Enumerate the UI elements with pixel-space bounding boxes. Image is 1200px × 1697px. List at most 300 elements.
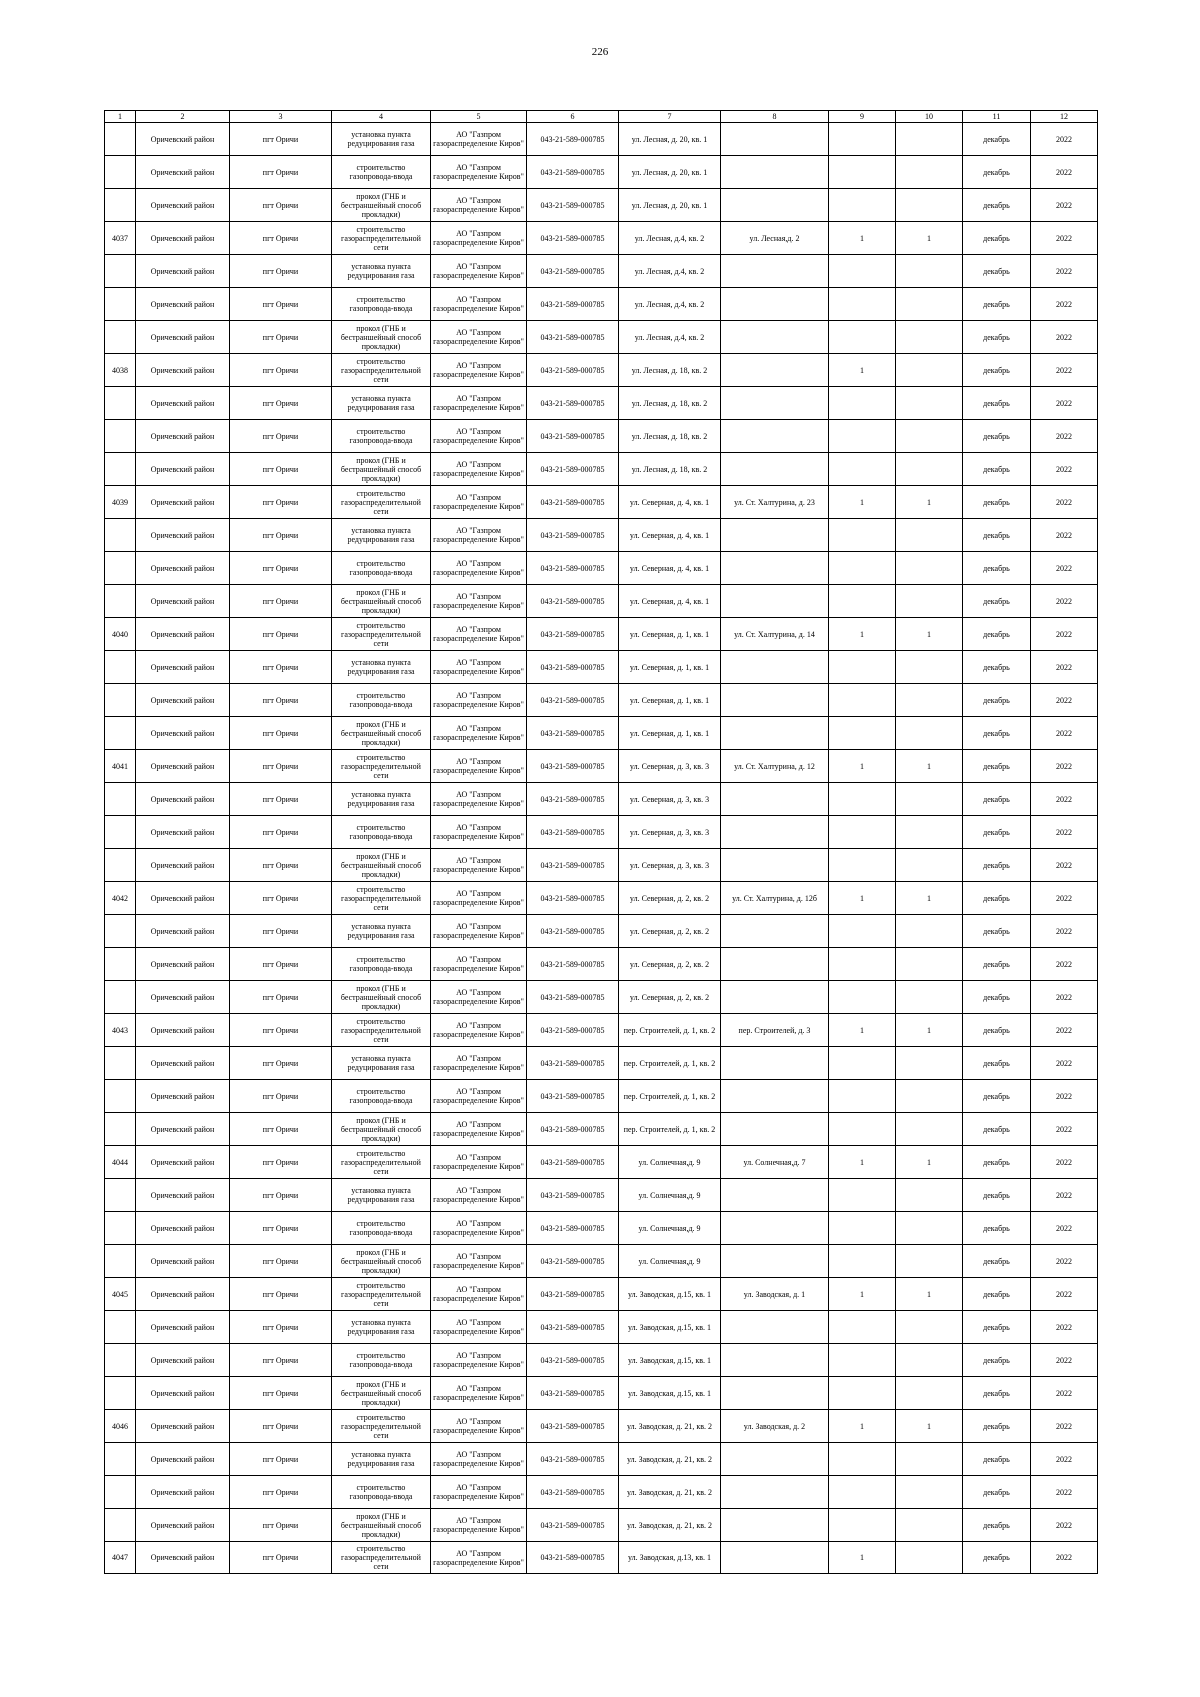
cell-address-secondary: ул. Ст. Халтурина, д. 12 (721, 750, 829, 783)
cell-year: 2022 (1031, 1047, 1098, 1080)
cell-organization: АО "Газпром газораспределение Киров" (431, 321, 527, 354)
cell-address-secondary (721, 783, 829, 816)
cell-settlement: пгт Оричи (230, 486, 332, 519)
cell-organization: АО "Газпром газораспределение Киров" (431, 717, 527, 750)
cell-address: ул. Северная, д. 2, кв. 2 (619, 981, 721, 1014)
cell-code: 043-21-589-000785 (527, 1344, 619, 1377)
cell-col10 (896, 1113, 963, 1146)
cell-code: 043-21-589-000785 (527, 1509, 619, 1542)
cell-settlement: пгт Оричи (230, 156, 332, 189)
table-row (105, 981, 1098, 1014)
cell-col10 (896, 1344, 963, 1377)
cell-col9 (829, 651, 896, 684)
cell-year: 2022 (1031, 1410, 1098, 1443)
cell-work-type: прокол (ГНБ и бестраншейный способ прокладки) (332, 1245, 431, 1278)
cell-year: 2022 (1031, 420, 1098, 453)
cell-year: 2022 (1031, 1179, 1098, 1212)
cell-code: 043-21-589-000785 (527, 915, 619, 948)
cell-organization: АО "Газпром газораспределение Киров" (431, 1443, 527, 1476)
table-row (105, 618, 1098, 651)
cell-code: 043-21-589-000785 (527, 354, 619, 387)
cell-col9 (829, 1179, 896, 1212)
cell-address-secondary (721, 156, 829, 189)
table-row (105, 1443, 1098, 1476)
cell-col9: 1 (829, 1014, 896, 1047)
table-row (105, 387, 1098, 420)
cell-col9 (829, 1113, 896, 1146)
cell-work-type: прокол (ГНБ и бестраншейный способ прокладки) (332, 1113, 431, 1146)
cell-number (105, 552, 136, 585)
table-row (105, 1179, 1098, 1212)
table-row (105, 717, 1098, 750)
cell-col9 (829, 717, 896, 750)
cell-organization: АО "Газпром газораспределение Киров" (431, 849, 527, 882)
cell-district: Оричевский район (136, 1542, 230, 1574)
cell-col10 (896, 816, 963, 849)
cell-year: 2022 (1031, 1443, 1098, 1476)
cell-year: 2022 (1031, 1476, 1098, 1509)
cell-col9 (829, 1212, 896, 1245)
table-row (105, 420, 1098, 453)
cell-address-secondary (721, 288, 829, 321)
cell-organization: АО "Газпром газораспределение Киров" (431, 420, 527, 453)
cell-organization: АО "Газпром газораспределение Киров" (431, 156, 527, 189)
table-row (105, 882, 1098, 915)
cell-work-type: строительство газораспределительной сети (332, 354, 431, 387)
cell-number (105, 651, 136, 684)
cell-district: Оричевский район (136, 552, 230, 585)
cell-settlement: пгт Оричи (230, 321, 332, 354)
cell-address-secondary (721, 684, 829, 717)
cell-work-type: установка пункта редуцирования газа (332, 519, 431, 552)
cell-settlement: пгт Оричи (230, 651, 332, 684)
cell-settlement: пгт Оричи (230, 1146, 332, 1179)
cell-address: ул. Северная, д. 1, кв. 1 (619, 717, 721, 750)
cell-year: 2022 (1031, 453, 1098, 486)
cell-year: 2022 (1031, 1344, 1098, 1377)
cell-address: ул. Заводская, д.15, кв. 1 (619, 1344, 721, 1377)
cell-col10 (896, 1443, 963, 1476)
cell-col10 (896, 1542, 963, 1574)
cell-work-type: строительство газораспределительной сети (332, 1410, 431, 1443)
cell-col10 (896, 1311, 963, 1344)
cell-year: 2022 (1031, 354, 1098, 387)
cell-code: 043-21-589-000785 (527, 288, 619, 321)
table-row (105, 1311, 1098, 1344)
cell-year: 2022 (1031, 1311, 1098, 1344)
cell-col10 (896, 123, 963, 156)
cell-code: 043-21-589-000785 (527, 618, 619, 651)
cell-address-secondary (721, 420, 829, 453)
cell-address: ул. Заводская, д. 21, кв. 2 (619, 1410, 721, 1443)
cell-col9 (829, 189, 896, 222)
cell-district: Оричевский район (136, 816, 230, 849)
cell-month: декабрь (963, 750, 1031, 783)
cell-number: 4037 (105, 222, 136, 255)
cell-col10: 1 (896, 618, 963, 651)
cell-year: 2022 (1031, 882, 1098, 915)
cell-district: Оричевский район (136, 519, 230, 552)
cell-settlement: пгт Оричи (230, 849, 332, 882)
header-row (105, 111, 1098, 123)
cell-address: пер. Строителей, д. 1, кв. 2 (619, 1080, 721, 1113)
cell-code: 043-21-589-000785 (527, 1146, 619, 1179)
cell-work-type: строительство газопровода-ввода (332, 1212, 431, 1245)
cell-code: 043-21-589-000785 (527, 651, 619, 684)
cell-year: 2022 (1031, 519, 1098, 552)
cell-year: 2022 (1031, 651, 1098, 684)
cell-address-secondary (721, 1113, 829, 1146)
cell-col9 (829, 387, 896, 420)
cell-organization: АО "Газпром газораспределение Киров" (431, 222, 527, 255)
cell-number (105, 1080, 136, 1113)
cell-address: ул. Северная, д. 4, кв. 1 (619, 585, 721, 618)
column-header-4: 4 (332, 111, 431, 123)
cell-number (105, 1476, 136, 1509)
cell-year: 2022 (1031, 915, 1098, 948)
cell-district: Оричевский район (136, 354, 230, 387)
cell-year: 2022 (1031, 255, 1098, 288)
cell-settlement: пгт Оричи (230, 189, 332, 222)
cell-col9 (829, 684, 896, 717)
table-row (105, 948, 1098, 981)
cell-address: ул. Заводская, д.15, кв. 1 (619, 1311, 721, 1344)
cell-month: декабрь (963, 123, 1031, 156)
cell-address-secondary (721, 387, 829, 420)
cell-address-secondary (721, 915, 829, 948)
cell-organization: АО "Газпром газораспределение Киров" (431, 486, 527, 519)
cell-district: Оричевский район (136, 255, 230, 288)
cell-col10: 1 (896, 486, 963, 519)
cell-col10 (896, 948, 963, 981)
cell-district: Оричевский район (136, 1509, 230, 1542)
cell-month: декабрь (963, 783, 1031, 816)
cell-organization: АО "Газпром газораспределение Киров" (431, 519, 527, 552)
cell-number: 4038 (105, 354, 136, 387)
cell-settlement: пгт Оричи (230, 1047, 332, 1080)
cell-address: ул. Северная, д. 3, кв. 3 (619, 783, 721, 816)
cell-col10 (896, 189, 963, 222)
cell-col9 (829, 783, 896, 816)
cell-address: ул. Лесная, д. 20, кв. 1 (619, 123, 721, 156)
cell-settlement: пгт Оричи (230, 1179, 332, 1212)
cell-code: 043-21-589-000785 (527, 222, 619, 255)
cell-address-secondary (721, 519, 829, 552)
cell-organization: АО "Газпром газораспределение Киров" (431, 684, 527, 717)
cell-work-type: строительство газораспределительной сети (332, 882, 431, 915)
cell-code: 043-21-589-000785 (527, 387, 619, 420)
table-row (105, 453, 1098, 486)
cell-address-secondary: пер. Строителей, д. 3 (721, 1014, 829, 1047)
cell-year: 2022 (1031, 552, 1098, 585)
cell-month: декабрь (963, 288, 1031, 321)
cell-number: 4043 (105, 1014, 136, 1047)
cell-col10 (896, 552, 963, 585)
cell-number (105, 387, 136, 420)
cell-work-type: строительство газораспределительной сети (332, 1542, 431, 1574)
cell-work-type: строительство газопровода-ввода (332, 1476, 431, 1509)
cell-organization: АО "Газпром газораспределение Киров" (431, 1146, 527, 1179)
registry-table (104, 110, 1098, 1574)
cell-col10 (896, 915, 963, 948)
table-row (105, 1509, 1098, 1542)
cell-work-type: установка пункта редуцирования газа (332, 1443, 431, 1476)
column-header-7: 7 (619, 111, 721, 123)
cell-district: Оричевский район (136, 1311, 230, 1344)
cell-address-secondary (721, 1080, 829, 1113)
cell-number (105, 519, 136, 552)
cell-work-type: строительство газопровода-ввода (332, 684, 431, 717)
cell-month: декабрь (963, 1179, 1031, 1212)
cell-address: ул. Заводская, д. 21, кв. 2 (619, 1443, 721, 1476)
cell-district: Оричевский район (136, 1410, 230, 1443)
cell-address-secondary (721, 849, 829, 882)
cell-code: 043-21-589-000785 (527, 948, 619, 981)
cell-address: ул. Северная, д. 3, кв. 3 (619, 816, 721, 849)
cell-organization: АО "Газпром газораспределение Киров" (431, 651, 527, 684)
cell-organization: АО "Газпром газораспределение Киров" (431, 255, 527, 288)
cell-month: декабрь (963, 1377, 1031, 1410)
cell-number (105, 981, 136, 1014)
cell-district: Оричевский район (136, 948, 230, 981)
cell-year: 2022 (1031, 783, 1098, 816)
cell-col9 (829, 1443, 896, 1476)
cell-settlement: пгт Оричи (230, 981, 332, 1014)
cell-code: 043-21-589-000785 (527, 849, 619, 882)
cell-col9 (829, 1509, 896, 1542)
cell-address-secondary (721, 354, 829, 387)
cell-col10 (896, 1509, 963, 1542)
cell-col9 (829, 585, 896, 618)
cell-settlement: пгт Оричи (230, 387, 332, 420)
cell-address: ул. Лесная, д.4, кв. 2 (619, 288, 721, 321)
cell-address-secondary (721, 1047, 829, 1080)
cell-district: Оричевский район (136, 750, 230, 783)
cell-organization: АО "Газпром газораспределение Киров" (431, 882, 527, 915)
cell-code: 043-21-589-000785 (527, 1014, 619, 1047)
cell-address-secondary (721, 1476, 829, 1509)
cell-address: ул. Лесная, д. 18, кв. 2 (619, 387, 721, 420)
cell-year: 2022 (1031, 750, 1098, 783)
cell-district: Оричевский район (136, 1146, 230, 1179)
cell-col10 (896, 1476, 963, 1509)
cell-work-type: строительство газораспределительной сети (332, 486, 431, 519)
cell-organization: АО "Газпром газораспределение Киров" (431, 1212, 527, 1245)
cell-code: 043-21-589-000785 (527, 486, 619, 519)
cell-month: декабрь (963, 948, 1031, 981)
cell-month: декабрь (963, 1542, 1031, 1574)
cell-settlement: пгт Оричи (230, 1509, 332, 1542)
cell-settlement: пгт Оричи (230, 1245, 332, 1278)
cell-settlement: пгт Оричи (230, 420, 332, 453)
cell-col10 (896, 288, 963, 321)
cell-address-secondary (721, 1245, 829, 1278)
cell-number: 4039 (105, 486, 136, 519)
cell-organization: АО "Газпром газораспределение Киров" (431, 1080, 527, 1113)
cell-code: 043-21-589-000785 (527, 1113, 619, 1146)
cell-settlement: пгт Оричи (230, 585, 332, 618)
cell-code: 043-21-589-000785 (527, 1410, 619, 1443)
cell-col9: 1 (829, 750, 896, 783)
cell-col10: 1 (896, 1278, 963, 1311)
cell-district: Оричевский район (136, 981, 230, 1014)
cell-year: 2022 (1031, 948, 1098, 981)
cell-col9 (829, 321, 896, 354)
cell-col9 (829, 552, 896, 585)
cell-code: 043-21-589-000785 (527, 453, 619, 486)
cell-number (105, 1245, 136, 1278)
column-header-1: 1 (105, 111, 136, 123)
cell-settlement: пгт Оричи (230, 684, 332, 717)
table-row (105, 1113, 1098, 1146)
cell-address-secondary (721, 981, 829, 1014)
table-row (105, 519, 1098, 552)
cell-organization: АО "Газпром газораспределение Киров" (431, 123, 527, 156)
cell-organization: АО "Газпром газораспределение Киров" (431, 1377, 527, 1410)
cell-col9: 1 (829, 486, 896, 519)
cell-address: ул. Северная, д. 2, кв. 2 (619, 948, 721, 981)
cell-number (105, 849, 136, 882)
cell-month: декабрь (963, 882, 1031, 915)
cell-code: 043-21-589-000785 (527, 123, 619, 156)
cell-number (105, 1179, 136, 1212)
cell-code: 043-21-589-000785 (527, 1377, 619, 1410)
cell-address-secondary (721, 816, 829, 849)
cell-col9: 1 (829, 1146, 896, 1179)
cell-address: ул. Лесная, д. 18, кв. 2 (619, 420, 721, 453)
cell-code: 043-21-589-000785 (527, 1080, 619, 1113)
cell-col10: 1 (896, 750, 963, 783)
cell-organization: АО "Газпром газораспределение Киров" (431, 288, 527, 321)
table-row (105, 189, 1098, 222)
cell-month: декабрь (963, 1476, 1031, 1509)
cell-month: декабрь (963, 156, 1031, 189)
cell-settlement: пгт Оричи (230, 750, 332, 783)
cell-month: декабрь (963, 1410, 1031, 1443)
cell-district: Оричевский район (136, 618, 230, 651)
cell-col9 (829, 981, 896, 1014)
cell-address: ул. Северная, д. 4, кв. 1 (619, 552, 721, 585)
cell-district: Оричевский район (136, 717, 230, 750)
cell-month: декабрь (963, 189, 1031, 222)
cell-address-secondary (721, 948, 829, 981)
cell-organization: АО "Газпром газораспределение Киров" (431, 618, 527, 651)
cell-settlement: пгт Оричи (230, 255, 332, 288)
cell-address: ул. Лесная, д.4, кв. 2 (619, 255, 721, 288)
cell-work-type: прокол (ГНБ и бестраншейный способ прокладки) (332, 981, 431, 1014)
cell-code: 043-21-589-000785 (527, 882, 619, 915)
column-header-10: 10 (896, 111, 963, 123)
cell-address-secondary (721, 1344, 829, 1377)
cell-address: ул. Лесная, д.4, кв. 2 (619, 222, 721, 255)
cell-month: декабрь (963, 1047, 1031, 1080)
cell-district: Оричевский район (136, 1245, 230, 1278)
column-header-3: 3 (230, 111, 332, 123)
table-row (105, 684, 1098, 717)
cell-address: ул. Лесная, д.4, кв. 2 (619, 321, 721, 354)
cell-col9: 1 (829, 1410, 896, 1443)
cell-year: 2022 (1031, 1113, 1098, 1146)
cell-address-secondary (721, 189, 829, 222)
cell-year: 2022 (1031, 1146, 1098, 1179)
cell-col9 (829, 948, 896, 981)
cell-month: декабрь (963, 1311, 1031, 1344)
cell-district: Оричевский район (136, 651, 230, 684)
cell-number (105, 420, 136, 453)
cell-col9: 1 (829, 618, 896, 651)
cell-col10 (896, 1245, 963, 1278)
cell-year: 2022 (1031, 618, 1098, 651)
cell-district: Оричевский район (136, 387, 230, 420)
table-row (105, 750, 1098, 783)
cell-district: Оричевский район (136, 1278, 230, 1311)
cell-district: Оричевский район (136, 1344, 230, 1377)
cell-work-type: строительство газопровода-ввода (332, 1344, 431, 1377)
cell-organization: АО "Газпром газораспределение Киров" (431, 750, 527, 783)
cell-settlement: пгт Оричи (230, 1080, 332, 1113)
cell-address: ул. Заводская, д. 21, кв. 2 (619, 1509, 721, 1542)
cell-district: Оричевский район (136, 1443, 230, 1476)
cell-settlement: пгт Оричи (230, 552, 332, 585)
cell-district: Оричевский район (136, 453, 230, 486)
cell-address: ул. Лесная, д. 18, кв. 2 (619, 354, 721, 387)
cell-address-secondary (721, 123, 829, 156)
cell-organization: АО "Газпром газораспределение Киров" (431, 1047, 527, 1080)
cell-col9 (829, 519, 896, 552)
cell-work-type: строительство газопровода-ввода (332, 288, 431, 321)
cell-organization: АО "Газпром газораспределение Киров" (431, 948, 527, 981)
cell-year: 2022 (1031, 156, 1098, 189)
table-row (105, 1146, 1098, 1179)
cell-work-type: строительство газопровода-ввода (332, 816, 431, 849)
cell-col10 (896, 519, 963, 552)
cell-month: декабрь (963, 618, 1031, 651)
table-row (105, 849, 1098, 882)
cell-month: декабрь (963, 354, 1031, 387)
cell-settlement: пгт Оричи (230, 1542, 332, 1574)
cell-col10 (896, 717, 963, 750)
table-row (105, 1344, 1098, 1377)
cell-code: 043-21-589-000785 (527, 420, 619, 453)
cell-col10: 1 (896, 1410, 963, 1443)
cell-col10 (896, 684, 963, 717)
cell-year: 2022 (1031, 321, 1098, 354)
cell-number (105, 321, 136, 354)
cell-settlement: пгт Оричи (230, 1443, 332, 1476)
cell-settlement: пгт Оричи (230, 948, 332, 981)
cell-month: декабрь (963, 981, 1031, 1014)
cell-work-type: строительство газораспределительной сети (332, 750, 431, 783)
cell-code: 043-21-589-000785 (527, 1278, 619, 1311)
cell-number (105, 1509, 136, 1542)
cell-settlement: пгт Оричи (230, 453, 332, 486)
cell-col10 (896, 1080, 963, 1113)
table-row (105, 915, 1098, 948)
cell-work-type: установка пункта редуцирования газа (332, 651, 431, 684)
cell-work-type: прокол (ГНБ и бестраншейный способ прокладки) (332, 585, 431, 618)
cell-number (105, 1443, 136, 1476)
cell-code: 043-21-589-000785 (527, 1311, 619, 1344)
cell-code: 043-21-589-000785 (527, 519, 619, 552)
cell-month: декабрь (963, 420, 1031, 453)
cell-col10 (896, 1179, 963, 1212)
cell-organization: АО "Газпром газораспределение Киров" (431, 1245, 527, 1278)
cell-year: 2022 (1031, 816, 1098, 849)
cell-work-type: прокол (ГНБ и бестраншейный способ прокладки) (332, 453, 431, 486)
cell-settlement: пгт Оричи (230, 222, 332, 255)
cell-organization: АО "Газпром газораспределение Киров" (431, 453, 527, 486)
cell-organization: АО "Газпром газораспределение Киров" (431, 1311, 527, 1344)
